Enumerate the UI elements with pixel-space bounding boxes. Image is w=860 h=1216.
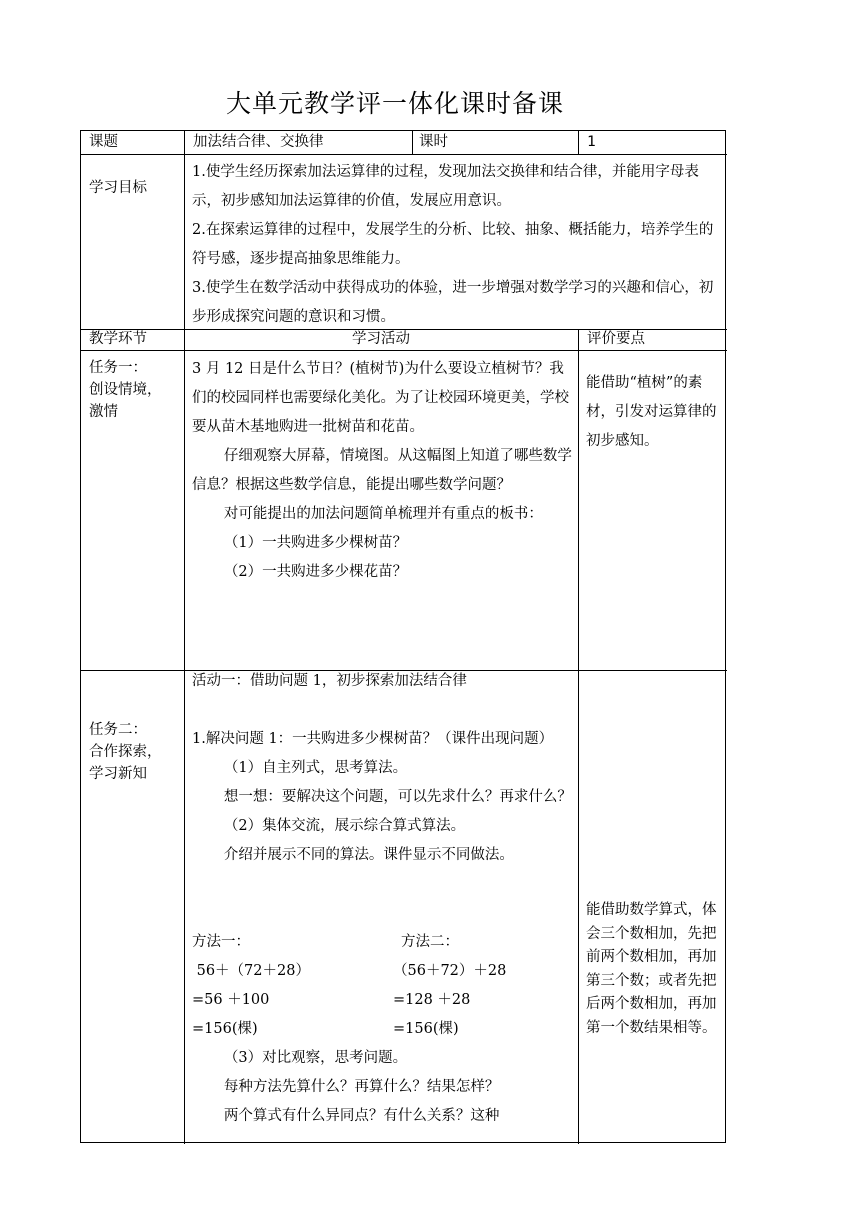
topic-label: 课题 [89, 134, 118, 150]
column-divider [412, 131, 413, 154]
task1-paragraph: 对可能提出的加法问题简单梳理并有重点的板书： [223, 506, 543, 522]
task2-paragraph: （3）对比观察，思考问题。 [223, 1050, 408, 1066]
activity-title: 活动一：借助问题 1，初步探索加法结合律 [192, 673, 467, 689]
task1-eval: 能借助“植树”的素材，引发对运算律的初步感知。 [586, 375, 717, 449]
task2-label [89, 719, 162, 785]
method-line: 方法一： [192, 934, 250, 950]
goal-item: 3.使学生在数学活动中获得成功的体验，进一步增强对数学学习的兴趣和信心，初步形成探究问题的意识和习惯。 [192, 280, 714, 325]
task1-label-line: 创设情境， [89, 382, 162, 398]
goals-content [192, 158, 720, 332]
task1-paragraph: 仔细观察大屏幕，情境图。从这幅图上知道了哪些数学信息？根据这些数学信息，能提出哪些数学问题？ [192, 448, 572, 493]
stage-header: 教学环节 [89, 331, 147, 347]
topic-value: 加法结合律、交换律 [193, 134, 324, 150]
column-divider [578, 131, 579, 154]
column-divider [578, 329, 579, 1144]
task1-label-line: 激情 [89, 404, 118, 420]
page-title: 大单元教学评一体化课时备课 [225, 89, 564, 118]
method-line: =156(棵) [192, 1021, 258, 1037]
eval-header: 评价要点 [587, 331, 645, 347]
task2-label-line: 合作探索， [89, 744, 162, 760]
task2-paragraph: （1）自主列式，思考算法。 [223, 760, 408, 776]
task2-paragraph: 想一想：要解决这个问题，可以先求什么？再求什么？ [223, 789, 572, 805]
goal-item: 2.在探索运算律的过程中，发展学生的分析、比较、抽象、概括能力，培养学生的符号感，逐步提高抽象思维能力。 [192, 222, 714, 267]
task2-label-line: 任务二： [89, 722, 147, 738]
task1-question: （2）一共购进多少棵花苗？ [223, 564, 408, 580]
method-line: 方法二： [401, 934, 459, 950]
lesson-plan-table [80, 130, 726, 1143]
activity-header: 学习活动 [352, 331, 410, 347]
task2-paragraph: 1.解决问题 1：一共购进多少棵树苗？（课件出现问题） [192, 731, 554, 747]
method-line: =56 ＋100 [192, 992, 270, 1008]
row-divider [81, 154, 727, 155]
task2-label-line: 学习新知 [89, 766, 147, 782]
task2-paragraph: 介绍并展示不同的算法。课件显示不同做法。 [223, 847, 514, 863]
task1-label [89, 357, 162, 423]
task1-question: （1）一共购进多少棵树苗？ [223, 535, 408, 551]
task2-activity [192, 667, 572, 870]
method-line: （56＋72）＋28 [393, 963, 507, 979]
task1-activity [192, 355, 572, 587]
task1-label-line: 任务一： [89, 360, 147, 376]
task2-paragraph: 每种方法先算什么？再算什么？结果怎样？ [223, 1079, 500, 1095]
goals-label: 学习目标 [89, 180, 147, 196]
task2-paragraph: （2）集体交流，展示综合算式算法。 [223, 818, 466, 834]
task2-paragraph: 两个算式有什么异同点？有什么关系？这种 [223, 1108, 500, 1124]
period-value: 1 [587, 134, 596, 150]
method-line: =156(棵) [393, 1021, 459, 1037]
method-line: 56＋（72＋28） [192, 963, 310, 979]
period-label: 课时 [419, 134, 448, 150]
task1-paragraph: 3 月 12 日是什么节日？(植树节)为什么要设立植树节？我们的校园同样也需要绿化美化。为了让校园环境更美，学校要从苗木基地购进一批树苗和花苗。 [192, 361, 569, 435]
method-one [192, 928, 310, 1044]
method-line: =128 ＋28 [393, 992, 471, 1008]
method-two [393, 928, 506, 1044]
goal-item: 1.使学生经历探索加法运算律的过程，发现加法交换律和结合律，并能用字母表示，初步感知加法运算律的价值，发展应用意识。 [192, 164, 699, 209]
task2-eval: 能借助数学算式，体会三个数相加，先把前两个数相加，再加第三个数；或者先把后两个数相加，再加第一个数结果相等。 [586, 902, 717, 1036]
task2-activity-cont [192, 1044, 572, 1131]
column-divider [184, 131, 185, 1144]
